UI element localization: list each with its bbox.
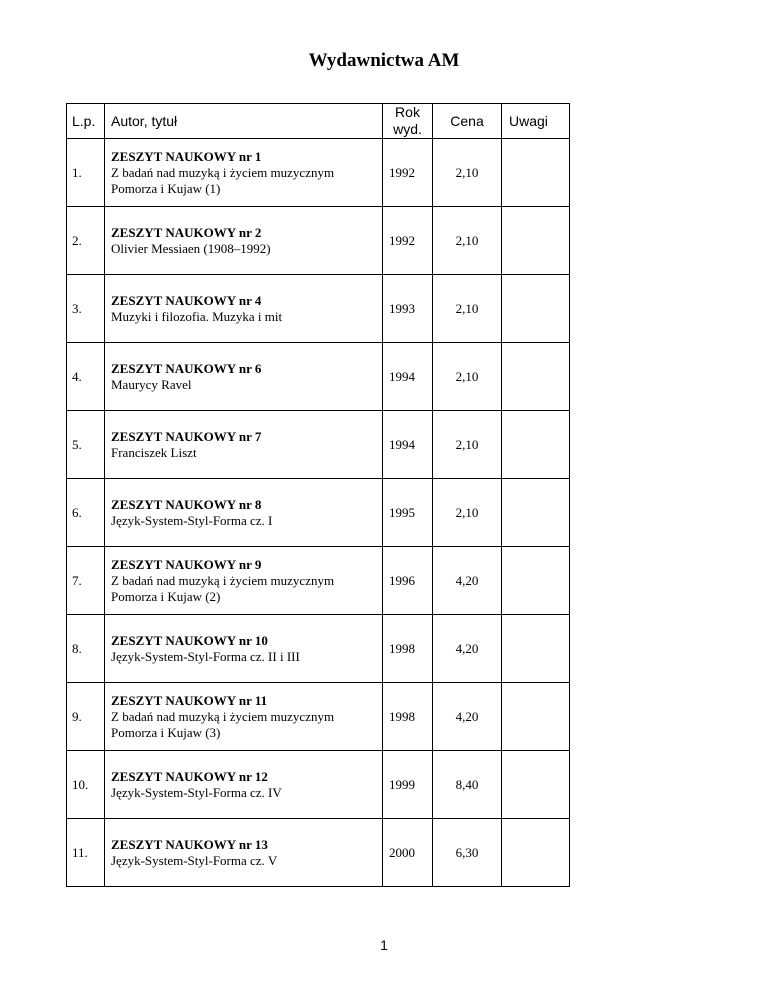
series-title: ZESZYT NAUKOWY nr 1 (111, 148, 262, 164)
page-number: 1 (380, 937, 388, 953)
notes-cell (502, 139, 570, 207)
table-row (67, 683, 570, 751)
author-title-cell (105, 615, 383, 683)
table-row (67, 139, 570, 207)
notes-cell (502, 479, 570, 547)
year-cell: 1998 (383, 683, 433, 751)
subtitle-line: Pomorza i Kujaw (2) (111, 588, 221, 604)
year-cell: 1994 (383, 411, 433, 479)
series-title: ZESZYT NAUKOWY nr 13 (111, 836, 268, 852)
author-title-cell (105, 207, 383, 275)
row-number: 10. (67, 751, 105, 819)
header-year-line1: Rok (395, 104, 420, 120)
author-title-cell (105, 819, 383, 887)
row-number: 5. (67, 411, 105, 479)
notes-cell (502, 683, 570, 751)
year-cell: 2000 (383, 819, 433, 887)
notes-cell (502, 751, 570, 819)
row-number: 3. (67, 275, 105, 343)
header-price: Cena (433, 104, 502, 139)
series-title: ZESZYT NAUKOWY nr 10 (111, 632, 268, 648)
row-number: 1. (67, 139, 105, 207)
author-title-cell (105, 751, 383, 819)
subtitle-line: Język-System-Styl-Forma cz. IV (111, 784, 282, 800)
price-cell: 2,10 (433, 479, 502, 547)
year-cell: 1993 (383, 275, 433, 343)
row-number: 6. (67, 479, 105, 547)
year-cell: 1992 (383, 139, 433, 207)
subtitle-line: Maurycy Ravel (111, 376, 192, 392)
price-cell: 8,40 (433, 751, 502, 819)
author-title-cell (105, 275, 383, 343)
header-notes: Uwagi (502, 104, 570, 139)
table-row (67, 751, 570, 819)
subtitle-line: Z badań nad muzyką i życiem muzycznym (111, 164, 335, 180)
table-row (67, 343, 570, 411)
header-year-line2: wyd. (393, 121, 422, 137)
subtitle-line: Język-System-Styl-Forma cz. V (111, 852, 278, 868)
subtitle-line: Pomorza i Kujaw (1) (111, 180, 221, 196)
row-number: 11. (67, 819, 105, 887)
table-body (67, 139, 570, 887)
header-year (383, 104, 433, 139)
table-row (67, 479, 570, 547)
notes-cell (502, 207, 570, 275)
row-number: 8. (67, 615, 105, 683)
price-cell: 2,10 (433, 411, 502, 479)
author-title-cell (105, 343, 383, 411)
subtitle-line: Język-System-Styl-Forma cz. II i III (111, 648, 300, 664)
year-cell: 1999 (383, 751, 433, 819)
table-row (67, 411, 570, 479)
header-author-title: Autor, tytuł (105, 104, 383, 139)
row-number: 7. (67, 547, 105, 615)
row-number: 9. (67, 683, 105, 751)
row-number: 2. (67, 207, 105, 275)
series-title: ZESZYT NAUKOWY nr 11 (111, 692, 268, 708)
price-cell: 4,20 (433, 547, 502, 615)
price-cell: 2,10 (433, 139, 502, 207)
header-lp: L.p. (67, 104, 105, 139)
notes-cell (502, 411, 570, 479)
price-cell: 2,10 (433, 343, 502, 411)
year-cell: 1996 (383, 547, 433, 615)
series-title: ZESZYT NAUKOWY nr 4 (111, 292, 262, 308)
author-title-cell (105, 479, 383, 547)
author-title-cell (105, 411, 383, 479)
page-title: Wydawnictwa AM (308, 50, 460, 71)
subtitle-line: Język-System-Styl-Forma cz. I (111, 512, 273, 528)
subtitle-line: Muzyki i filozofia. Muzyka i mit (111, 308, 283, 324)
price-cell: 2,10 (433, 207, 502, 275)
series-title: ZESZYT NAUKOWY nr 9 (111, 556, 262, 572)
subtitle-line: Olivier Messiaen (1908–1992) (111, 240, 271, 256)
notes-cell (502, 819, 570, 887)
notes-cell (502, 275, 570, 343)
price-cell: 2,10 (433, 275, 502, 343)
table-row (67, 819, 570, 887)
series-title: ZESZYT NAUKOWY nr 2 (111, 224, 262, 240)
notes-cell (502, 547, 570, 615)
table-row (67, 207, 570, 275)
year-cell: 1995 (383, 479, 433, 547)
author-title-cell (105, 547, 383, 615)
series-title: ZESZYT NAUKOWY nr 8 (111, 496, 262, 512)
subtitle-line: Z badań nad muzyką i życiem muzycznym (111, 708, 335, 724)
subtitle-line: Pomorza i Kujaw (3) (111, 724, 221, 740)
subtitle-line: Franciszek Liszt (111, 444, 197, 460)
author-title-cell (105, 683, 383, 751)
author-title-cell (105, 139, 383, 207)
notes-cell (502, 615, 570, 683)
year-cell: 1998 (383, 615, 433, 683)
table-row (67, 547, 570, 615)
price-cell: 4,20 (433, 615, 502, 683)
table-row (67, 275, 570, 343)
table-header-row (67, 104, 570, 139)
price-cell: 6,30 (433, 819, 502, 887)
year-cell: 1992 (383, 207, 433, 275)
series-title: ZESZYT NAUKOWY nr 7 (111, 428, 262, 444)
series-title: ZESZYT NAUKOWY nr 6 (111, 360, 262, 376)
series-title: ZESZYT NAUKOWY nr 12 (111, 768, 268, 784)
row-number: 4. (67, 343, 105, 411)
year-cell: 1994 (383, 343, 433, 411)
table-row (67, 615, 570, 683)
publications-table (66, 103, 570, 887)
notes-cell (502, 343, 570, 411)
price-cell: 4,20 (433, 683, 502, 751)
subtitle-line: Z badań nad muzyką i życiem muzycznym (111, 572, 335, 588)
